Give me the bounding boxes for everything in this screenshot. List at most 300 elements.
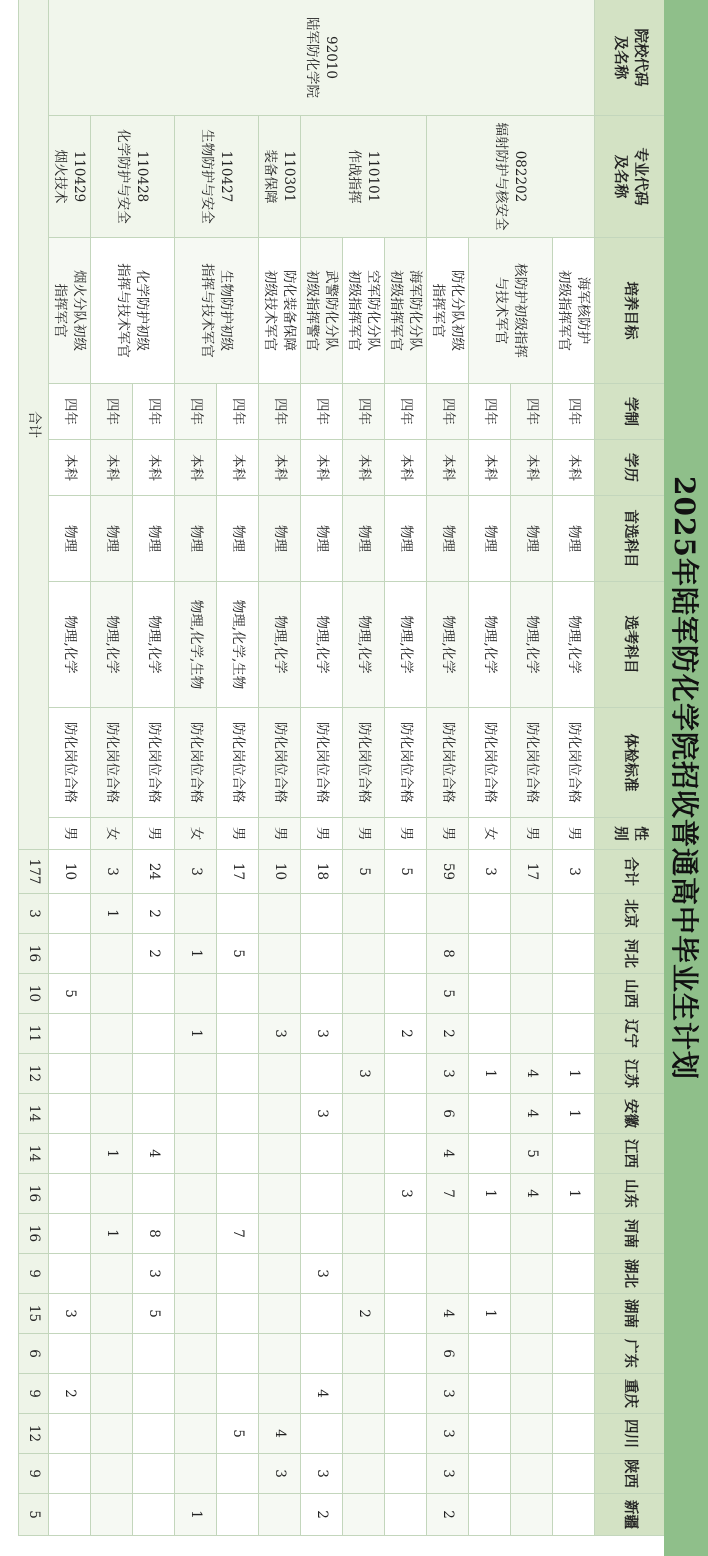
row-shouxuan-cell: 物理 <box>48 496 90 582</box>
province-quota-cell: 5 <box>216 1414 258 1454</box>
province-quota-cell <box>468 1254 510 1294</box>
province-quota-cell: 3 <box>258 1454 300 1494</box>
province-quota-cell <box>384 1454 426 1494</box>
row-gender-cell: 女 <box>468 818 510 850</box>
row-gender-cell: 男 <box>384 818 426 850</box>
province-quota-cell <box>48 934 90 974</box>
province-quota-cell <box>468 1414 510 1454</box>
province-quota-cell <box>342 974 384 1014</box>
school-cell: 92010 陆军防化学院 <box>48 0 594 116</box>
province-quota-cell: 3 <box>426 1054 468 1094</box>
province-quota-cell <box>342 1254 384 1294</box>
row-tijian-cell: 防化岗位合格 <box>510 708 552 818</box>
province-quota-cell <box>90 974 132 1014</box>
province-quota-cell: 1 <box>552 1174 594 1214</box>
row-xueli-cell: 本科 <box>216 440 258 496</box>
province-total-cell: 9 <box>18 1454 48 1494</box>
column-header: 安徽 <box>594 1094 664 1134</box>
province-quota-cell <box>468 1094 510 1134</box>
row-xuezhi-cell: 四年 <box>216 384 258 440</box>
column-header: 江苏 <box>594 1054 664 1094</box>
province-quota-cell <box>468 1374 510 1414</box>
province-quota-cell <box>258 1134 300 1174</box>
province-quota-cell: 3 <box>48 1294 90 1334</box>
province-quota-cell <box>468 1134 510 1174</box>
province-quota-cell <box>510 1414 552 1454</box>
row-shouxuan-cell: 物理 <box>342 496 384 582</box>
province-total-cell: 9 <box>18 1254 48 1294</box>
province-quota-cell <box>468 974 510 1014</box>
row-total-cell: 5 <box>342 850 384 894</box>
row-shouxuan-cell: 物理 <box>132 496 174 582</box>
row-shouxuan-cell: 物理 <box>384 496 426 582</box>
row-xuezhi-cell: 四年 <box>468 384 510 440</box>
province-quota-cell <box>216 1094 258 1134</box>
province-quota-cell <box>258 894 300 934</box>
province-total-cell: 16 <box>18 1174 48 1214</box>
province-quota-cell <box>174 894 216 934</box>
province-quota-cell: 5 <box>510 1134 552 1174</box>
row-total-cell: 24 <box>132 850 174 894</box>
row-xuankao-cell: 物理,化学 <box>552 582 594 708</box>
row-xuankao-cell: 物理,化学 <box>48 582 90 708</box>
row-total-cell: 17 <box>510 850 552 894</box>
row-gender-cell: 男 <box>426 818 468 850</box>
province-quota-cell <box>384 1214 426 1254</box>
province-quota-cell: 4 <box>258 1414 300 1454</box>
province-quota-cell: 3 <box>300 1454 342 1494</box>
province-quota-cell <box>510 1294 552 1334</box>
row-xuankao-cell: 物理,化学,生物 <box>216 582 258 708</box>
row-xuankao-cell: 物理,化学 <box>90 582 132 708</box>
row-xueli-cell: 本科 <box>132 440 174 496</box>
row-gender-cell: 男 <box>342 818 384 850</box>
province-quota-cell <box>300 934 342 974</box>
page-title: 2025年陆军防化学院招收普通高中毕业生计划 <box>668 476 701 1080</box>
province-quota-cell <box>342 1374 384 1414</box>
goal-cell: 防化分队初级 指挥军官 <box>426 238 468 384</box>
province-quota-cell <box>258 1054 300 1094</box>
province-total-cell: 12 <box>18 1414 48 1454</box>
province-total-cell: 12 <box>18 1054 48 1094</box>
province-quota-cell <box>258 1214 300 1254</box>
province-quota-cell <box>258 974 300 1014</box>
row-tijian-cell: 防化岗位合格 <box>300 708 342 818</box>
province-quota-cell <box>48 1334 90 1374</box>
province-quota-cell <box>258 1174 300 1214</box>
province-quota-cell <box>300 974 342 1014</box>
row-xueli-cell: 本科 <box>468 440 510 496</box>
province-quota-cell: 7 <box>216 1214 258 1254</box>
province-quota-cell: 6 <box>426 1094 468 1134</box>
title-bar <box>664 0 708 1556</box>
province-quota-cell <box>216 1454 258 1494</box>
province-quota-cell <box>510 1214 552 1254</box>
row-xuezhi-cell: 四年 <box>510 384 552 440</box>
province-quota-cell <box>258 1254 300 1294</box>
province-quota-cell <box>510 934 552 974</box>
column-header: 学历 <box>594 440 664 496</box>
row-total-cell: 3 <box>90 850 132 894</box>
province-quota-cell <box>552 934 594 974</box>
row-shouxuan-cell: 物理 <box>300 496 342 582</box>
province-quota-cell: 3 <box>384 1174 426 1214</box>
province-quota-cell <box>174 1134 216 1174</box>
province-quota-cell: 7 <box>426 1174 468 1214</box>
row-xuezhi-cell: 四年 <box>342 384 384 440</box>
row-total-cell: 3 <box>552 850 594 894</box>
row-total-cell: 10 <box>48 850 90 894</box>
province-quota-cell <box>216 1494 258 1536</box>
province-quota-cell <box>132 1334 174 1374</box>
province-quota-cell <box>300 894 342 934</box>
row-tijian-cell: 防化岗位合格 <box>132 708 174 818</box>
province-quota-cell <box>552 1454 594 1494</box>
province-quota-cell <box>258 1334 300 1374</box>
row-tijian-cell: 防化岗位合格 <box>552 708 594 818</box>
province-quota-cell <box>384 1414 426 1454</box>
province-quota-cell <box>90 1254 132 1294</box>
province-quota-cell <box>510 1334 552 1374</box>
row-tijian-cell: 防化岗位合格 <box>216 708 258 818</box>
province-quota-cell: 4 <box>426 1134 468 1174</box>
province-quota-cell: 4 <box>132 1134 174 1174</box>
province-quota-cell: 4 <box>510 1094 552 1134</box>
row-shouxuan-cell: 物理 <box>468 496 510 582</box>
province-total-cell: 11 <box>18 1014 48 1054</box>
row-gender-cell: 女 <box>90 818 132 850</box>
province-total-cell: 14 <box>18 1134 48 1174</box>
province-quota-cell <box>132 1454 174 1494</box>
row-total-cell: 17 <box>216 850 258 894</box>
province-quota-cell <box>90 1374 132 1414</box>
row-xuankao-cell: 物理,化学 <box>468 582 510 708</box>
province-quota-cell: 3 <box>342 1054 384 1094</box>
column-header: 学制 <box>594 384 664 440</box>
province-quota-cell <box>468 934 510 974</box>
province-quota-cell: 5 <box>132 1294 174 1334</box>
province-quota-cell <box>510 894 552 934</box>
province-quota-cell <box>468 1494 510 1536</box>
major-cell: 110428 化学防护与安全 <box>90 116 174 238</box>
column-header: 体检标准 <box>594 708 664 818</box>
province-quota-cell <box>174 974 216 1014</box>
column-header: 江西 <box>594 1134 664 1174</box>
province-quota-cell: 1 <box>468 1294 510 1334</box>
province-quota-cell: 2 <box>132 934 174 974</box>
column-header: 辽宁 <box>594 1014 664 1054</box>
province-quota-cell: 3 <box>300 1094 342 1134</box>
province-quota-cell: 4 <box>300 1374 342 1414</box>
province-quota-cell <box>342 1214 384 1254</box>
row-xuezhi-cell: 四年 <box>48 384 90 440</box>
province-quota-cell: 1 <box>90 1214 132 1254</box>
province-quota-cell <box>510 1374 552 1414</box>
goal-cell: 生物防护初级 指挥与技术军官 <box>174 238 258 384</box>
province-quota-cell <box>174 1254 216 1294</box>
province-quota-cell <box>216 1174 258 1214</box>
row-tijian-cell: 防化岗位合格 <box>90 708 132 818</box>
province-quota-cell: 2 <box>342 1294 384 1334</box>
row-tijian-cell: 防化岗位合格 <box>468 708 510 818</box>
major-cell: 082202 辐射防护与核安全 <box>426 116 594 238</box>
column-header: 广东 <box>594 1334 664 1374</box>
province-quota-cell <box>552 1374 594 1414</box>
column-header: 专业代码 及名称 <box>594 116 664 238</box>
province-quota-cell: 1 <box>174 1494 216 1536</box>
province-quota-cell <box>258 1294 300 1334</box>
grand-total-cell: 177 <box>18 850 48 894</box>
column-header: 湖北 <box>594 1254 664 1294</box>
row-xuankao-cell: 物理,化学 <box>342 582 384 708</box>
province-quota-cell <box>300 1174 342 1214</box>
province-quota-cell: 1 <box>174 934 216 974</box>
province-quota-cell <box>216 1134 258 1174</box>
province-quota-cell <box>174 1374 216 1414</box>
row-total-cell: 3 <box>174 850 216 894</box>
province-quota-cell: 2 <box>426 1494 468 1536</box>
row-gender-cell: 男 <box>48 818 90 850</box>
row-xueli-cell: 本科 <box>48 440 90 496</box>
province-total-cell: 6 <box>18 1334 48 1374</box>
province-quota-cell: 1 <box>90 894 132 934</box>
row-xuezhi-cell: 四年 <box>174 384 216 440</box>
province-quota-cell <box>48 1014 90 1054</box>
province-quota-cell: 4 <box>426 1294 468 1334</box>
province-quota-cell: 1 <box>552 1054 594 1094</box>
province-quota-cell: 3 <box>426 1374 468 1414</box>
province-quota-cell <box>90 1494 132 1536</box>
province-quota-cell <box>48 1094 90 1134</box>
province-quota-cell <box>510 1454 552 1494</box>
province-quota-cell: 1 <box>174 1014 216 1054</box>
column-header: 山西 <box>594 974 664 1014</box>
column-header: 重庆 <box>594 1374 664 1414</box>
major-cell: 110427 生物防护与安全 <box>174 116 258 238</box>
province-quota-cell <box>468 894 510 934</box>
province-quota-cell <box>132 1174 174 1214</box>
row-xuankao-cell: 物理,化学,生物 <box>174 582 216 708</box>
row-gender-cell: 男 <box>258 818 300 850</box>
province-quota-cell <box>384 1254 426 1294</box>
major-cell: 110429 烟火技术 <box>48 116 90 238</box>
province-quota-cell <box>342 1094 384 1134</box>
province-quota-cell: 2 <box>384 1014 426 1054</box>
column-header: 选考科目 <box>594 582 664 708</box>
province-quota-cell <box>48 1214 90 1254</box>
province-quota-cell <box>342 1494 384 1536</box>
row-xuezhi-cell: 四年 <box>90 384 132 440</box>
province-quota-cell <box>216 1334 258 1374</box>
province-quota-cell <box>90 1054 132 1094</box>
row-tijian-cell: 防化岗位合格 <box>258 708 300 818</box>
row-gender-cell: 男 <box>216 818 258 850</box>
row-xuankao-cell: 物理,化学 <box>510 582 552 708</box>
province-quota-cell <box>384 1494 426 1536</box>
province-quota-cell: 2 <box>132 894 174 934</box>
province-quota-cell <box>132 1414 174 1454</box>
province-quota-cell <box>384 1294 426 1334</box>
province-quota-cell <box>216 1054 258 1094</box>
province-quota-cell <box>258 1094 300 1134</box>
goal-cell: 武警防化分队 初级指挥警官 <box>300 238 342 384</box>
row-xueli-cell: 本科 <box>552 440 594 496</box>
province-quota-cell <box>258 934 300 974</box>
province-quota-cell <box>552 894 594 934</box>
province-quota-cell <box>426 1254 468 1294</box>
province-quota-cell <box>132 1054 174 1094</box>
row-gender-cell: 男 <box>132 818 174 850</box>
province-quota-cell <box>384 934 426 974</box>
total-row-label: 合计 <box>18 0 48 850</box>
column-header: 陕西 <box>594 1454 664 1494</box>
province-quota-cell <box>90 934 132 974</box>
province-quota-cell <box>510 1014 552 1054</box>
row-gender-cell: 男 <box>300 818 342 850</box>
row-xuankao-cell: 物理,化学 <box>132 582 174 708</box>
province-quota-cell <box>552 1214 594 1254</box>
province-quota-cell <box>174 1454 216 1494</box>
column-header: 四川 <box>594 1414 664 1454</box>
province-quota-cell <box>342 1134 384 1174</box>
province-quota-cell: 3 <box>132 1254 174 1294</box>
province-quota-cell <box>216 1014 258 1054</box>
province-quota-cell: 1 <box>552 1094 594 1134</box>
province-quota-cell <box>174 1294 216 1334</box>
province-quota-cell <box>342 934 384 974</box>
province-quota-cell <box>132 974 174 1014</box>
column-header: 山东 <box>594 1174 664 1214</box>
province-quota-cell <box>48 1174 90 1214</box>
province-quota-cell <box>510 1254 552 1294</box>
province-quota-cell <box>342 1454 384 1494</box>
province-quota-cell <box>48 1254 90 1294</box>
province-quota-cell <box>426 894 468 934</box>
province-quota-cell: 4 <box>510 1054 552 1094</box>
province-total-cell: 10 <box>18 974 48 1014</box>
province-quota-cell <box>300 1334 342 1374</box>
province-quota-cell <box>342 1334 384 1374</box>
column-header: 湖南 <box>594 1294 664 1334</box>
province-quota-cell <box>342 894 384 934</box>
province-quota-cell: 3 <box>426 1414 468 1454</box>
goal-cell: 烟火分队初级 指挥军官 <box>48 238 90 384</box>
goal-cell: 空军防化分队 初级指挥军官 <box>342 238 384 384</box>
province-quota-cell <box>552 974 594 1014</box>
province-total-cell: 9 <box>18 1374 48 1414</box>
province-quota-cell <box>90 1174 132 1214</box>
province-total-cell: 14 <box>18 1094 48 1134</box>
province-quota-cell <box>216 974 258 1014</box>
province-quota-cell <box>90 1414 132 1454</box>
goal-cell: 海军防化分队 初级指挥军官 <box>384 238 426 384</box>
province-quota-cell <box>300 1414 342 1454</box>
province-quota-cell <box>342 1174 384 1214</box>
column-header: 北京 <box>594 894 664 934</box>
province-quota-cell <box>300 1294 342 1334</box>
row-xueli-cell: 本科 <box>90 440 132 496</box>
province-quota-cell <box>552 1294 594 1334</box>
row-xuankao-cell: 物理,化学 <box>384 582 426 708</box>
province-quota-cell: 2 <box>48 1374 90 1414</box>
row-total-cell: 59 <box>426 850 468 894</box>
province-quota-cell <box>384 1334 426 1374</box>
province-quota-cell: 3 <box>300 1014 342 1054</box>
province-quota-cell <box>258 1494 300 1536</box>
row-gender-cell: 男 <box>510 818 552 850</box>
province-quota-cell <box>48 1054 90 1094</box>
province-quota-cell <box>384 1054 426 1094</box>
province-quota-cell: 5 <box>48 974 90 1014</box>
province-quota-cell: 3 <box>258 1014 300 1054</box>
row-xuezhi-cell: 四年 <box>132 384 174 440</box>
province-quota-cell: 4 <box>510 1174 552 1214</box>
column-header: 合计 <box>594 850 664 894</box>
province-quota-cell: 8 <box>132 1214 174 1254</box>
row-xueli-cell: 本科 <box>174 440 216 496</box>
province-quota-cell: 1 <box>468 1174 510 1214</box>
province-quota-cell <box>174 1414 216 1454</box>
province-quota-cell <box>216 1294 258 1334</box>
goal-cell: 化学防护初级 指挥与技术军官 <box>90 238 174 384</box>
province-quota-cell <box>48 1414 90 1454</box>
row-xuankao-cell: 物理,化学 <box>258 582 300 708</box>
province-quota-cell <box>342 1414 384 1454</box>
row-tijian-cell: 防化岗位合格 <box>426 708 468 818</box>
province-quota-cell <box>552 1134 594 1174</box>
province-quota-cell <box>132 1494 174 1536</box>
province-quota-cell <box>552 1254 594 1294</box>
major-cell: 110101 作战指挥 <box>300 116 426 238</box>
province-quota-cell <box>384 974 426 1014</box>
province-quota-cell <box>468 1454 510 1494</box>
row-xueli-cell: 本科 <box>300 440 342 496</box>
row-shouxuan-cell: 物理 <box>552 496 594 582</box>
province-total-cell: 16 <box>18 934 48 974</box>
row-shouxuan-cell: 物理 <box>258 496 300 582</box>
province-quota-cell <box>216 1254 258 1294</box>
province-quota-cell <box>552 1414 594 1454</box>
row-xuankao-cell: 物理,化学 <box>300 582 342 708</box>
row-total-cell: 5 <box>384 850 426 894</box>
row-xueli-cell: 本科 <box>342 440 384 496</box>
province-quota-cell <box>510 974 552 1014</box>
province-total-cell: 16 <box>18 1214 48 1254</box>
province-quota-cell <box>342 1014 384 1054</box>
province-quota-cell <box>90 1454 132 1494</box>
row-xuezhi-cell: 四年 <box>300 384 342 440</box>
province-total-cell: 3 <box>18 894 48 934</box>
province-quota-cell <box>174 1054 216 1094</box>
row-xueli-cell: 本科 <box>258 440 300 496</box>
province-quota-cell: 6 <box>426 1334 468 1374</box>
province-quota-cell <box>48 894 90 934</box>
province-quota-cell <box>552 1014 594 1054</box>
province-quota-cell <box>90 1094 132 1134</box>
province-quota-cell: 8 <box>426 934 468 974</box>
province-quota-cell <box>174 1174 216 1214</box>
row-tijian-cell: 防化岗位合格 <box>174 708 216 818</box>
row-shouxuan-cell: 物理 <box>510 496 552 582</box>
goal-cell: 防化装备保障 初级技术军官 <box>258 238 300 384</box>
major-cell: 110301 装备保障 <box>258 116 300 238</box>
column-header: 培养目标 <box>594 238 664 384</box>
province-quota-cell <box>510 1494 552 1536</box>
province-quota-cell <box>300 1214 342 1254</box>
row-tijian-cell: 防化岗位合格 <box>48 708 90 818</box>
province-quota-cell: 1 <box>468 1054 510 1094</box>
province-quota-cell <box>552 1494 594 1536</box>
